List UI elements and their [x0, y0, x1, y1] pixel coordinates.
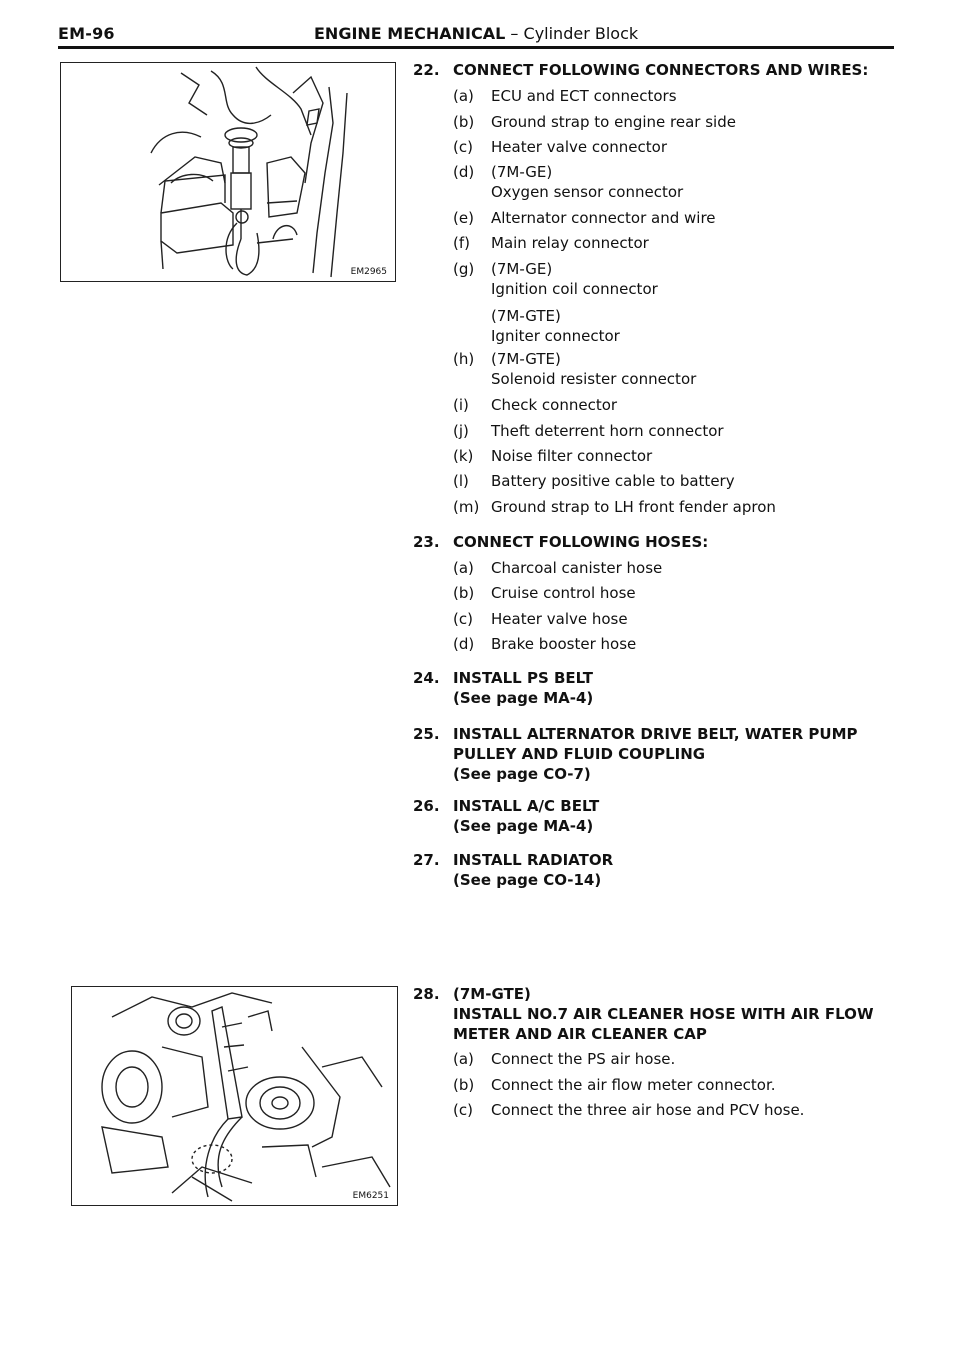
step-reference: (See page CO-7)	[453, 765, 591, 783]
item-letter: (g)	[453, 260, 475, 278]
item-text: Connect the air flow meter connector.	[491, 1076, 776, 1094]
item-text-line2: Igniter connector	[491, 327, 620, 345]
item-text: (7M-GE)	[491, 163, 553, 181]
item-letter: (a)	[453, 87, 474, 105]
item-text: Connect the three air hose and PCV hose.	[491, 1101, 805, 1119]
sensor-illustration-icon	[61, 63, 395, 281]
step-number: 25.	[413, 725, 440, 743]
item-text: Battery positive cable to battery	[491, 472, 735, 490]
figure-sensor	[60, 62, 396, 282]
step-title: INSTALL ALTERNATOR DRIVE BELT, WATER PUMP	[453, 725, 858, 743]
figure-code: EM2965	[350, 267, 387, 277]
hose-illustration-icon	[72, 987, 397, 1205]
item-text-line2: Ignition coil connector	[491, 280, 658, 298]
item-text: Heater valve connector	[491, 138, 667, 156]
item-text: Theft deterrent horn connector	[491, 422, 724, 440]
item-text: Ground strap to engine rear side	[491, 113, 736, 131]
step-number: 27.	[413, 851, 440, 869]
item-text: (7M-GTE)	[491, 350, 561, 368]
item-text: Noise filter connector	[491, 447, 653, 465]
step-title: INSTALL A/C BELT	[453, 797, 600, 815]
header-rule	[58, 46, 894, 49]
item-letter: (a)	[453, 559, 474, 577]
step-title: INSTALL RADIATOR	[453, 851, 614, 869]
item-text: Connect the PS air hose.	[491, 1050, 676, 1068]
step-title-line3: METER AND AIR CLEANER CAP	[453, 1025, 707, 1043]
page-header	[58, 24, 894, 46]
step-number: 26.	[413, 797, 440, 815]
item-text: Check connector	[491, 396, 618, 414]
step-reference: (See page CO-14)	[453, 871, 602, 889]
step-number: 24.	[413, 669, 440, 687]
item-letter: (h)	[453, 350, 475, 368]
item-text: Cruise control hose	[491, 584, 636, 602]
item-letter: (c)	[453, 610, 473, 628]
item-letter: (j)	[453, 422, 469, 440]
figure-hose	[71, 986, 398, 1206]
item-letter: (b)	[453, 113, 475, 131]
item-letter: (d)	[453, 163, 475, 181]
item-text-line2: Solenoid resister connector	[491, 370, 697, 388]
step-reference: (See page MA-4)	[453, 689, 594, 707]
item-letter: (m)	[453, 498, 480, 516]
step-number: 28.	[413, 985, 440, 1003]
step-number: 22.	[413, 61, 440, 79]
item-text: Main relay connector	[491, 234, 649, 252]
item-text: ECU and ECT connectors	[491, 87, 677, 105]
item-text: Ground strap to LH front fender apron	[491, 498, 776, 516]
item-text: Charcoal canister hose	[491, 559, 663, 577]
step-reference: (See page MA-4)	[453, 817, 594, 835]
section-name: ENGINE MECHANICAL	[314, 24, 506, 43]
page-number: EM-96	[58, 24, 115, 43]
item-letter: (i)	[453, 396, 469, 414]
step-title: CONNECT FOLLOWING HOSES:	[453, 533, 709, 551]
section-title	[314, 24, 638, 43]
item-letter: (b)	[453, 584, 475, 602]
title-dash: –	[510, 24, 519, 43]
item-letter: (d)	[453, 635, 475, 653]
item-letter: (b)	[453, 1076, 475, 1094]
figure-code: EM6251	[352, 1191, 389, 1201]
item-letter: (l)	[453, 472, 469, 490]
item-text: (7M-GTE)	[491, 307, 561, 325]
step-title: (7M-GTE)	[453, 985, 531, 1003]
item-letter: (f)	[453, 234, 470, 252]
step-title-line2: PULLEY AND FLUID COUPLING	[453, 745, 706, 763]
item-letter: (c)	[453, 1101, 473, 1119]
subsection-name: Cylinder Block	[523, 24, 639, 43]
item-letter: (k)	[453, 447, 474, 465]
item-letter: (c)	[453, 138, 473, 156]
item-text: Alternator connector and wire	[491, 209, 716, 227]
item-letter: (a)	[453, 1050, 474, 1068]
step-title-line2: INSTALL NO.7 AIR CLEANER HOSE WITH AIR FLOW	[453, 1005, 874, 1023]
item-text-line2: Oxygen sensor connector	[491, 183, 684, 201]
step-title: CONNECT FOLLOWING CONNECTORS AND WIRES:	[453, 61, 869, 79]
item-text: Brake booster hose	[491, 635, 637, 653]
step-number: 23.	[413, 533, 440, 551]
step-title: INSTALL PS BELT	[453, 669, 593, 687]
item-text: (7M-GE)	[491, 260, 553, 278]
item-text: Heater valve hose	[491, 610, 628, 628]
item-letter: (e)	[453, 209, 474, 227]
